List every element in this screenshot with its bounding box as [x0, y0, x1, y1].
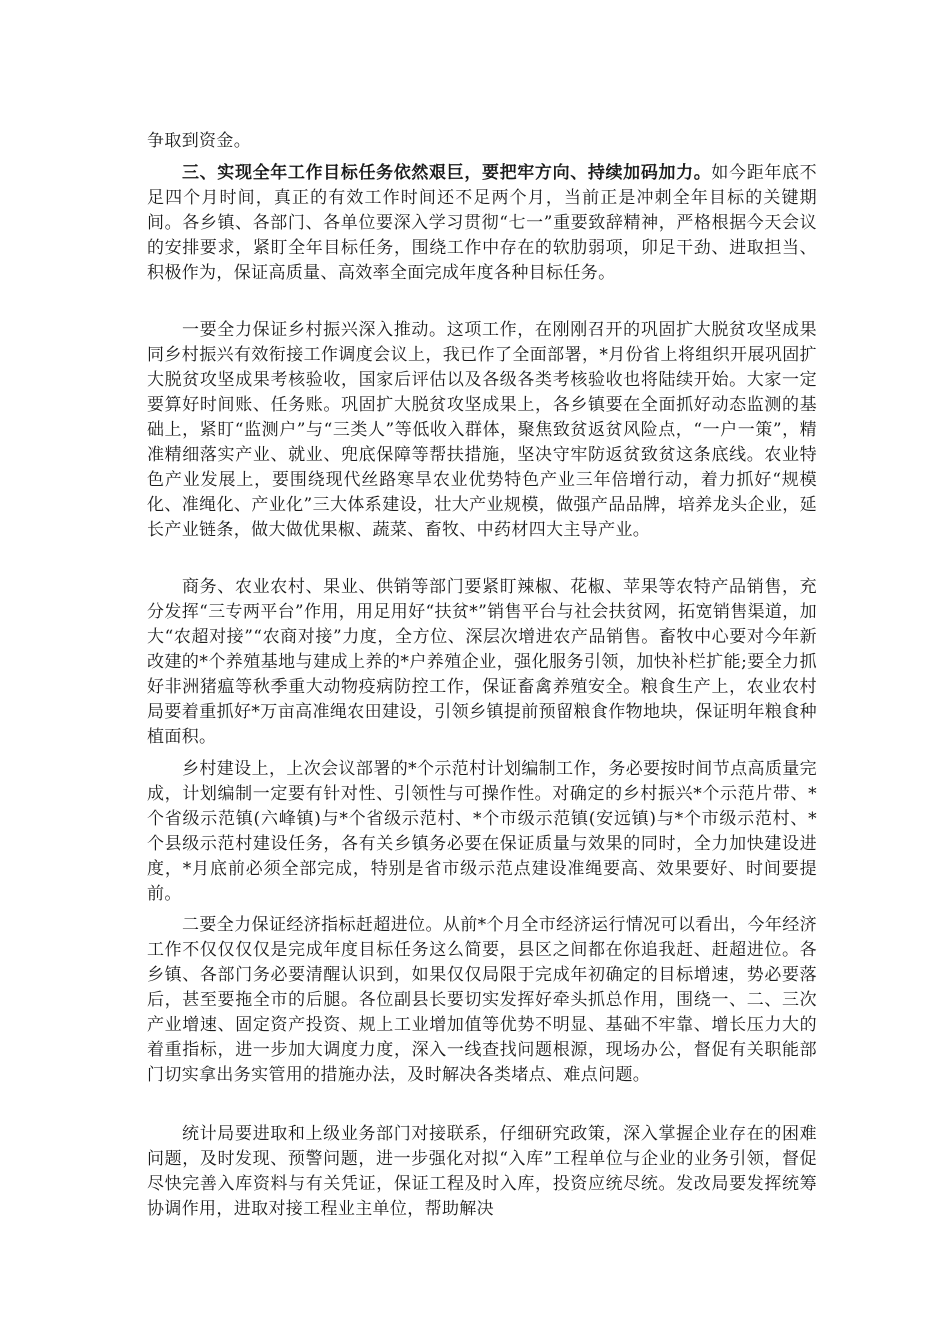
paragraph-closing-line: [147, 129, 817, 154]
paragraph-text: 统计局要进取和上级业务部门对接联系，仔细研究政策，深入掌握企业存在的困难问题，及时发现、预警问题，进一步强化对拟“入库”工程单位与企业的业务引领，督促尽快完善入库资料与有关凭证，保证工程及时入库，投资应统尽统。发改局要发挥统筹协调作用，进取对接工程业主单位，帮助解决: [147, 1124, 817, 1219]
paragraph-text: 商务、农业农村、果业、供销等部门要紧盯辣椒、花椒、苹果等农特产品销售，充分发挥“三专两平台”作用，用足用好“扶贫*”销售平台与社会扶贫网，拓宽销售渠道，加大“农超对接”“农商对接”力度，全方位、深层次增进农产品销售。畜牧中心要对今年新改建的*个养殖基地与建成上养的*户养殖企业，强化服务引领，加快补栏扩能;要全力抓好非洲猪瘟等秋季重大动物疫病防控工作，保证畜禽养殖安全。粮食生产上，农业农村局要着重抓好*万亩高准绳农田建设，引领乡镇提前预留粮食作物地块，保证明年粮食种植面积。: [147, 577, 817, 747]
paragraph-text: 乡村建设上，上次会议部署的*个示范村计划编制工作，务必要按时间节点高质量完成，计划编制一定要有针对性、引领性与可操作性。对确定的乡村振兴*个示范片带、*个省级示范镇(六峰镇)与*个省级示范村、*个市级示范镇(安远镇)与*个市级示范村、*个县级示范村建设任务，各有关乡镇务必要在保证质量与效果的同时，全力加快建设进度，*月底前必须全部完成，特别是省市级示范点建设准绳要高、效果要好、时间要提前。: [147, 759, 817, 904]
paragraph-agricultural-sales: [147, 575, 817, 750]
section-heading: 三、实现全年工作目标任务依然艰巨，要把牢方向、持续加码加力。: [182, 163, 712, 183]
paragraph-economic-indicators: [147, 913, 817, 1088]
paragraph-text: 一要全力保证乡村振兴深入推动。这项工作，在刚刚召开的巩固扩大脱贫攻坚成果同乡村振兴有效衔接工作调度会议上，我已作了全面部署，*月份省上将组织开展巩固扩大脱贫攻坚成果考核验收，国家后评估以及各级各类考核验收也将陆续开始。大家一定要算好时间账、任务账。巩固扩大脱贫攻坚成果上，各乡镇要在全面抓好动态监测的基础上，紧盯“监测户”与“三类人”等低收入群体，聚焦致贫返贫风险点，“一户一策”，精准精细落实产业、就业、兜底保障等帮扶措施，坚决守牢防返贫致贫这条底线。农业特色产业发展上，要围绕现代丝路寒旱农业优势特色产业三年倍增行动，着力抓好“规模化、准绳化、产业化”三大体系建设，壮大产业规模，做强产品品牌，培养龙头企业，延长产业链条，做大做优果椒、蔬菜、畜牧、中药材四大主导产业。: [147, 320, 817, 540]
paragraph-text: 如今距年底不足四个月时间，真正的有效工作时间还不足两个月，当前正是冲刺全年目标的关键期间。各乡镇、各部门、各单位要深入学习贯彻“七一”重要致辞精神，严格根据今天会议的安排要求，紧盯全年目标任务，围绕工作中存在的软肋弱项，卯足干劲、进取担当、积极作为，保证高质量、高效率全面完成年度各种目标任务。: [147, 163, 817, 283]
paragraph-village-construction: [147, 757, 817, 907]
paragraph-section-three: [147, 161, 817, 286]
paragraph-text: 二要全力保证经济指标赶超进位。从前*个月全市经济运行情况可以看出，今年经济工作不仅仅仅仅是完成年度目标任务这么简要，县区之间都在你追我赶、赶超进位。各乡镇、各部门务必要清醒认识到，如果仅仅局限于完成年初确定的目标增速，势必要落后，甚至要拖全市的后腿。各位副县长要切实发挥好牵头抓总作用，围绕一、二、三次产业增速、固定资产投资、规上工业增加值等优势不明显、基础不牢靠、增长压力大的着重指标，进一步加大调度力度，深入一线查找问题根源，现场办公，督促有关职能部门切实拿出务实管用的措施办法，及时解决各类堵点、难点问题。: [147, 915, 817, 1085]
paragraph-statistics-bureau: [147, 1122, 817, 1222]
paragraph-text: 争取到资金。: [147, 131, 252, 151]
paragraph-rural-revitalization: [147, 318, 817, 543]
